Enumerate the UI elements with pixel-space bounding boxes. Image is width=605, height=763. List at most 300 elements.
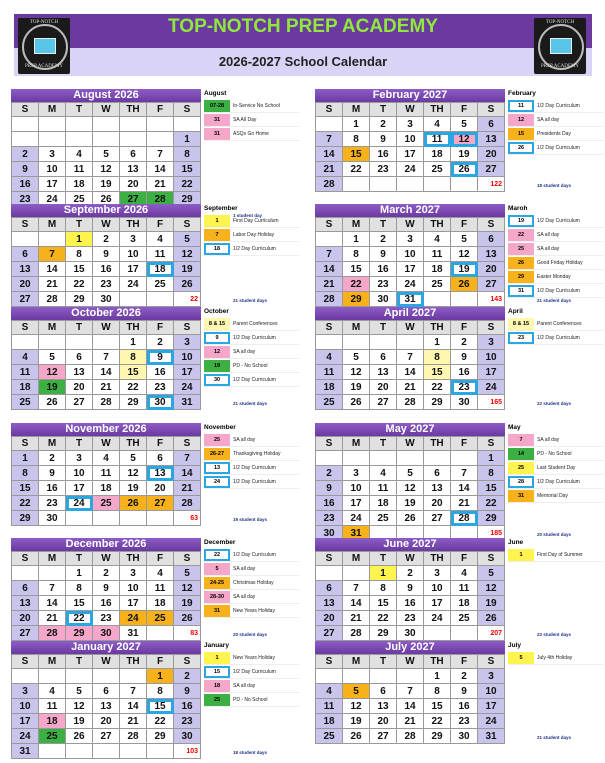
- legend-item: [204, 359, 299, 373]
- legend-key: 26: [508, 142, 534, 154]
- day-cell: 22: [424, 380, 451, 395]
- day-cell: 26: [343, 395, 370, 410]
- day-cell: 17: [120, 262, 147, 277]
- legend-text: Thanksgiving Holiday: [233, 450, 281, 457]
- day-cell: 30: [451, 395, 478, 410]
- day-cell: 19: [343, 380, 370, 395]
- day-cell: 30: [93, 292, 120, 307]
- day-cell: 20: [478, 262, 505, 277]
- day-cell: 7: [397, 350, 424, 365]
- weekday-header: T: [370, 321, 397, 335]
- legend-key: 12: [204, 346, 230, 358]
- empty-cell: [12, 669, 39, 684]
- month-title: January 2027: [11, 641, 201, 654]
- day-cell: 29: [424, 395, 451, 410]
- day-cell: 17: [397, 147, 424, 162]
- legend-item: [508, 228, 603, 242]
- legend-text: 1/2 Day Curriculum: [537, 287, 580, 294]
- weekday-header: TH: [120, 655, 147, 669]
- day-cell: 2: [451, 669, 478, 684]
- legend-item: [508, 433, 603, 447]
- legend-title: August: [204, 90, 227, 97]
- day-cell: 1: [66, 232, 93, 247]
- empty-cell: [120, 744, 147, 759]
- day-cell: 18: [12, 380, 39, 395]
- day-cell: 4: [66, 147, 93, 162]
- day-cell: 27: [370, 395, 397, 410]
- day-cell: 7: [343, 581, 370, 596]
- empty-cell: [66, 744, 93, 759]
- weekday-header: F: [451, 437, 478, 451]
- legend-item: [204, 433, 299, 447]
- day-cell: 7: [397, 684, 424, 699]
- day-cell: 2: [370, 117, 397, 132]
- legend-text: 1/2 Day Curriculum: [233, 668, 276, 675]
- legend-title: October: [204, 308, 229, 315]
- legend-text: SA all day: [233, 593, 256, 600]
- legend-text: 1/2 Day Curriculum: [233, 334, 276, 341]
- weekday-header: T: [66, 218, 93, 232]
- weekday-header: S: [12, 655, 39, 669]
- empty-cell: [39, 669, 66, 684]
- day-cell: 4: [424, 117, 451, 132]
- weekday-header: S: [12, 103, 39, 117]
- empty-cell: [397, 177, 424, 192]
- day-cell: 7: [316, 132, 343, 147]
- running-total: 22: [174, 292, 201, 307]
- day-cell: 9: [370, 132, 397, 147]
- day-cell: 6: [12, 247, 39, 262]
- day-cell: 29: [66, 626, 93, 641]
- day-cell: 31: [478, 729, 505, 744]
- day-cell: 24: [424, 611, 451, 626]
- day-cell: 9: [39, 466, 66, 481]
- legend-key: 25: [508, 243, 534, 255]
- day-cell: 8: [174, 147, 201, 162]
- student-days-count: 20 student days: [233, 632, 268, 637]
- day-cell: 11: [316, 699, 343, 714]
- legend-text: SA all day: [233, 565, 256, 572]
- weekday-header: F: [147, 321, 174, 335]
- legend-key: 31: [508, 490, 534, 502]
- student-days-count: 19 student days: [233, 517, 268, 522]
- legend-item: [204, 113, 299, 127]
- month-title: June 2027: [315, 538, 505, 551]
- day-cell: 13: [12, 596, 39, 611]
- day-cell: 22: [424, 714, 451, 729]
- day-cell: 13: [424, 481, 451, 496]
- day-cell: 14: [316, 147, 343, 162]
- day-cell: 30: [370, 292, 397, 307]
- legend-key: 31: [204, 605, 230, 617]
- day-cell: 11: [93, 466, 120, 481]
- day-cell: 15: [174, 162, 201, 177]
- legend-item: [508, 270, 603, 284]
- day-cell: 19: [66, 714, 93, 729]
- day-cell: 26: [174, 277, 201, 292]
- calendar-mar: [315, 204, 505, 307]
- weekday-header: S: [12, 321, 39, 335]
- legend-key: 30: [204, 374, 230, 386]
- day-cell: 18: [424, 147, 451, 162]
- day-cell: 7: [120, 684, 147, 699]
- day-cell: 27: [370, 729, 397, 744]
- legend-key: 25: [204, 694, 230, 706]
- weekday-header: T: [370, 552, 397, 566]
- calendar-jul: [315, 641, 505, 744]
- day-cell: 25: [39, 729, 66, 744]
- month-title: November 2026: [11, 423, 201, 436]
- day-cell: 16: [174, 699, 201, 714]
- running-total: 207: [478, 626, 505, 641]
- day-cell: 26: [397, 511, 424, 526]
- legend-text: 1/2 Day Curriculum: [233, 478, 276, 485]
- month-title: March 2027: [315, 204, 505, 217]
- legend-key: 15: [508, 128, 534, 140]
- day-cell: 25: [316, 729, 343, 744]
- day-cell: 7: [39, 581, 66, 596]
- day-cell: 29: [478, 511, 505, 526]
- empty-cell: [316, 117, 343, 132]
- day-cell: 10: [397, 132, 424, 147]
- legend-text: Easter Monday: [537, 273, 571, 280]
- day-cell: 10: [12, 699, 39, 714]
- legend-key: 1: [508, 549, 534, 561]
- day-cell: 22: [12, 496, 39, 511]
- empty-cell: [343, 335, 370, 350]
- day-cell: 22: [147, 714, 174, 729]
- legend-mar: [508, 204, 603, 298]
- legend-text: Christmas Holiday: [233, 579, 274, 586]
- student-days-count: 22 student days: [537, 632, 572, 637]
- day-cell: 16: [147, 365, 174, 380]
- day-cell: 4: [12, 350, 39, 365]
- day-cell: 5: [397, 466, 424, 481]
- day-cell: 17: [120, 596, 147, 611]
- day-cell: 24: [12, 729, 39, 744]
- legend-item: [204, 604, 299, 618]
- day-cell: 11: [66, 162, 93, 177]
- legend-key: 22: [508, 229, 534, 241]
- empty-cell: [316, 232, 343, 247]
- legend-text: Memorial Day: [537, 492, 568, 499]
- day-cell: 29: [147, 729, 174, 744]
- weekday-header: F: [147, 218, 174, 232]
- month-title: August 2026: [11, 89, 201, 102]
- day-cell: 11: [451, 581, 478, 596]
- running-total: 63: [174, 511, 201, 526]
- day-cell: 20: [370, 380, 397, 395]
- legend-item: [508, 317, 603, 331]
- weekday-header: W: [93, 321, 120, 335]
- empty-cell: [12, 566, 39, 581]
- empty-cell: [39, 232, 66, 247]
- legend-title: May: [508, 424, 521, 431]
- day-cell: 28: [39, 292, 66, 307]
- legend-item: [508, 651, 603, 665]
- running-total: 185: [478, 526, 505, 541]
- weekday-header: S: [174, 218, 201, 232]
- legend-title: June: [508, 539, 524, 546]
- day-cell: 30: [174, 729, 201, 744]
- empty-cell: [316, 669, 343, 684]
- legend-text: PD - No School: [537, 450, 572, 457]
- weekday-header: W: [397, 437, 424, 451]
- empty-cell: [397, 335, 424, 350]
- legend-key: 23: [508, 332, 534, 344]
- day-cell: 19: [174, 596, 201, 611]
- legend-text: 1/2 Day Curriculum: [233, 245, 276, 252]
- weekday-header: F: [451, 103, 478, 117]
- weekday-header: W: [397, 103, 424, 117]
- legend-oct: [204, 307, 299, 387]
- legend-text: SA all day: [537, 231, 560, 238]
- day-cell: 12: [93, 162, 120, 177]
- day-cell: 7: [451, 466, 478, 481]
- day-cell: 9: [93, 581, 120, 596]
- student-days-count: 18 student days: [233, 750, 268, 755]
- day-cell: 10: [66, 466, 93, 481]
- weekday-header: TH: [120, 437, 147, 451]
- legend-text: First Day Curriculum: [233, 217, 279, 224]
- day-cell: 21: [316, 162, 343, 177]
- day-cell: 18: [424, 262, 451, 277]
- day-cell: 6: [147, 451, 174, 466]
- day-cell: 14: [343, 596, 370, 611]
- day-cell: 11: [147, 581, 174, 596]
- day-cell: 24: [120, 611, 147, 626]
- legend-title: July: [508, 642, 522, 649]
- legend-text: PD - No School: [233, 696, 268, 703]
- empty-cell: [343, 566, 370, 581]
- day-cell: 19: [93, 177, 120, 192]
- legend-item: [508, 141, 603, 155]
- day-cell: 30: [147, 395, 174, 410]
- day-cell: 24: [39, 192, 66, 207]
- day-cell: 16: [451, 365, 478, 380]
- legend-item: [204, 373, 299, 387]
- day-cell: 13: [370, 699, 397, 714]
- day-cell: 9: [397, 581, 424, 596]
- day-cell: 12: [451, 247, 478, 262]
- day-cell: 3: [120, 566, 147, 581]
- legend-text: 1/2 Day Curriculum: [537, 144, 580, 151]
- day-cell: 22: [174, 177, 201, 192]
- legend-item: [508, 113, 603, 127]
- weekday-header: W: [93, 103, 120, 117]
- weekday-header: TH: [120, 321, 147, 335]
- day-cell: 18: [93, 481, 120, 496]
- day-cell: 18: [39, 714, 66, 729]
- day-cell: 31: [343, 526, 370, 541]
- legend-title: September: [204, 205, 238, 212]
- day-cell: 8: [343, 132, 370, 147]
- day-cell: 19: [343, 714, 370, 729]
- day-cell: 21: [451, 496, 478, 511]
- day-cell: 12: [174, 247, 201, 262]
- day-cell: 12: [343, 365, 370, 380]
- day-cell: 15: [66, 262, 93, 277]
- day-cell: 10: [39, 162, 66, 177]
- day-cell: 10: [424, 581, 451, 596]
- weekday-header: S: [174, 103, 201, 117]
- day-cell: 23: [12, 192, 39, 207]
- day-cell: 19: [120, 481, 147, 496]
- legend-text: 1/2 Day Curriculum: [537, 102, 580, 109]
- legend-text: New Years Holiday: [233, 654, 275, 661]
- day-cell: 20: [120, 177, 147, 192]
- day-cell: 30: [397, 626, 424, 641]
- day-cell: 25: [424, 162, 451, 177]
- day-cell: 13: [147, 466, 174, 481]
- legend-key: 31: [204, 114, 230, 126]
- empty-cell: [120, 132, 147, 147]
- day-cell: 26: [174, 611, 201, 626]
- weekday-header: TH: [424, 552, 451, 566]
- legend-key: 19: [204, 360, 230, 372]
- empty-cell: [66, 669, 93, 684]
- day-cell: 14: [120, 699, 147, 714]
- day-cell: 20: [12, 611, 39, 626]
- day-cell: 21: [316, 277, 343, 292]
- empty-cell: [66, 132, 93, 147]
- day-cell: 18: [147, 262, 174, 277]
- empty-cell: [120, 117, 147, 132]
- day-cell: 26: [93, 192, 120, 207]
- running-total: 143: [478, 292, 505, 307]
- day-cell: 4: [451, 566, 478, 581]
- legend-text: 1/2 Day Curriculum: [537, 217, 580, 224]
- day-cell: 13: [478, 247, 505, 262]
- logo-text-bottom: PREP ACADEMY: [540, 64, 580, 69]
- day-cell: 20: [478, 147, 505, 162]
- book-icon: [34, 38, 56, 54]
- day-cell: 27: [316, 626, 343, 641]
- day-cell: 25: [370, 511, 397, 526]
- weekday-header: F: [451, 218, 478, 232]
- day-cell: 17: [174, 365, 201, 380]
- day-cell: 15: [343, 147, 370, 162]
- day-cell: 23: [93, 611, 120, 626]
- legend-text: Labor Day Holiday: [233, 231, 275, 238]
- legend-text: SA all day: [537, 245, 560, 252]
- month-title: October 2026: [11, 307, 201, 320]
- weekday-header: TH: [120, 218, 147, 232]
- weekday-header: T: [66, 437, 93, 451]
- day-cell: 19: [451, 262, 478, 277]
- legend-key: 8 & 15: [204, 318, 230, 330]
- day-cell: 5: [93, 147, 120, 162]
- month-title: May 2027: [315, 423, 505, 436]
- logo-text-bottom: PREP ACADEMY: [24, 64, 64, 69]
- weekday-header: W: [93, 655, 120, 669]
- day-cell: 5: [451, 232, 478, 247]
- running-total: 165: [478, 395, 505, 410]
- empty-cell: [343, 177, 370, 192]
- legend-jun: [508, 538, 603, 562]
- day-cell: 27: [12, 626, 39, 641]
- empty-cell: [39, 117, 66, 132]
- day-cell: 20: [424, 496, 451, 511]
- weekday-header: T: [66, 655, 93, 669]
- legend-apr: [508, 307, 603, 345]
- day-cell: 24: [120, 277, 147, 292]
- day-cell: 20: [370, 714, 397, 729]
- legend-jan: [204, 641, 299, 707]
- day-cell: 30: [451, 729, 478, 744]
- legend-text: Good Friday Holiday: [537, 259, 583, 266]
- empty-cell: [93, 117, 120, 132]
- day-cell: 18: [370, 496, 397, 511]
- weekday-header: W: [397, 655, 424, 669]
- weekday-header: M: [39, 218, 66, 232]
- empty-cell: [147, 292, 174, 307]
- day-cell: 27: [478, 277, 505, 292]
- day-cell: 12: [39, 365, 66, 380]
- day-cell: 13: [478, 132, 505, 147]
- day-cell: 29: [66, 292, 93, 307]
- legend-key: 15: [204, 666, 230, 678]
- weekday-header: M: [343, 218, 370, 232]
- day-cell: 22: [66, 611, 93, 626]
- day-cell: 11: [147, 247, 174, 262]
- day-cell: 25: [424, 277, 451, 292]
- legend-text: 1/2 Day Curriculum: [233, 376, 276, 383]
- weekday-header: S: [316, 103, 343, 117]
- empty-cell: [66, 511, 93, 526]
- weekday-header: M: [343, 437, 370, 451]
- legend-key: 25: [508, 462, 534, 474]
- day-cell: 27: [93, 729, 120, 744]
- day-cell: 20: [12, 277, 39, 292]
- day-cell: 8: [343, 247, 370, 262]
- empty-cell: [343, 451, 370, 466]
- weekday-header: S: [478, 103, 505, 117]
- weekday-header: F: [451, 321, 478, 335]
- day-cell: 19: [451, 147, 478, 162]
- empty-cell: [66, 117, 93, 132]
- day-cell: 15: [343, 262, 370, 277]
- weekday-header: F: [147, 437, 174, 451]
- empty-cell: [66, 335, 93, 350]
- day-cell: 15: [12, 481, 39, 496]
- empty-cell: [147, 626, 174, 641]
- day-cell: 12: [120, 466, 147, 481]
- day-cell: 11: [12, 365, 39, 380]
- day-cell: 17: [397, 262, 424, 277]
- day-cell: 17: [12, 714, 39, 729]
- day-cell: 26: [451, 277, 478, 292]
- day-cell: 14: [316, 262, 343, 277]
- logo-text-top: TOP-NOTCH: [545, 20, 575, 25]
- day-cell: 23: [397, 611, 424, 626]
- legend-item: [508, 127, 603, 141]
- empty-cell: [93, 744, 120, 759]
- weekday-header: W: [397, 552, 424, 566]
- day-cell: 29: [174, 192, 201, 207]
- day-cell: 6: [478, 232, 505, 247]
- day-cell: 20: [147, 481, 174, 496]
- day-cell: 21: [147, 177, 174, 192]
- day-cell: 29: [12, 511, 39, 526]
- month-title: December 2026: [11, 538, 201, 551]
- legend-key: 28: [508, 476, 534, 488]
- day-cell: 9: [12, 162, 39, 177]
- legend-item: [204, 228, 299, 242]
- day-cell: 8: [478, 466, 505, 481]
- calendar-may: [315, 423, 505, 541]
- legend-item: [204, 214, 299, 228]
